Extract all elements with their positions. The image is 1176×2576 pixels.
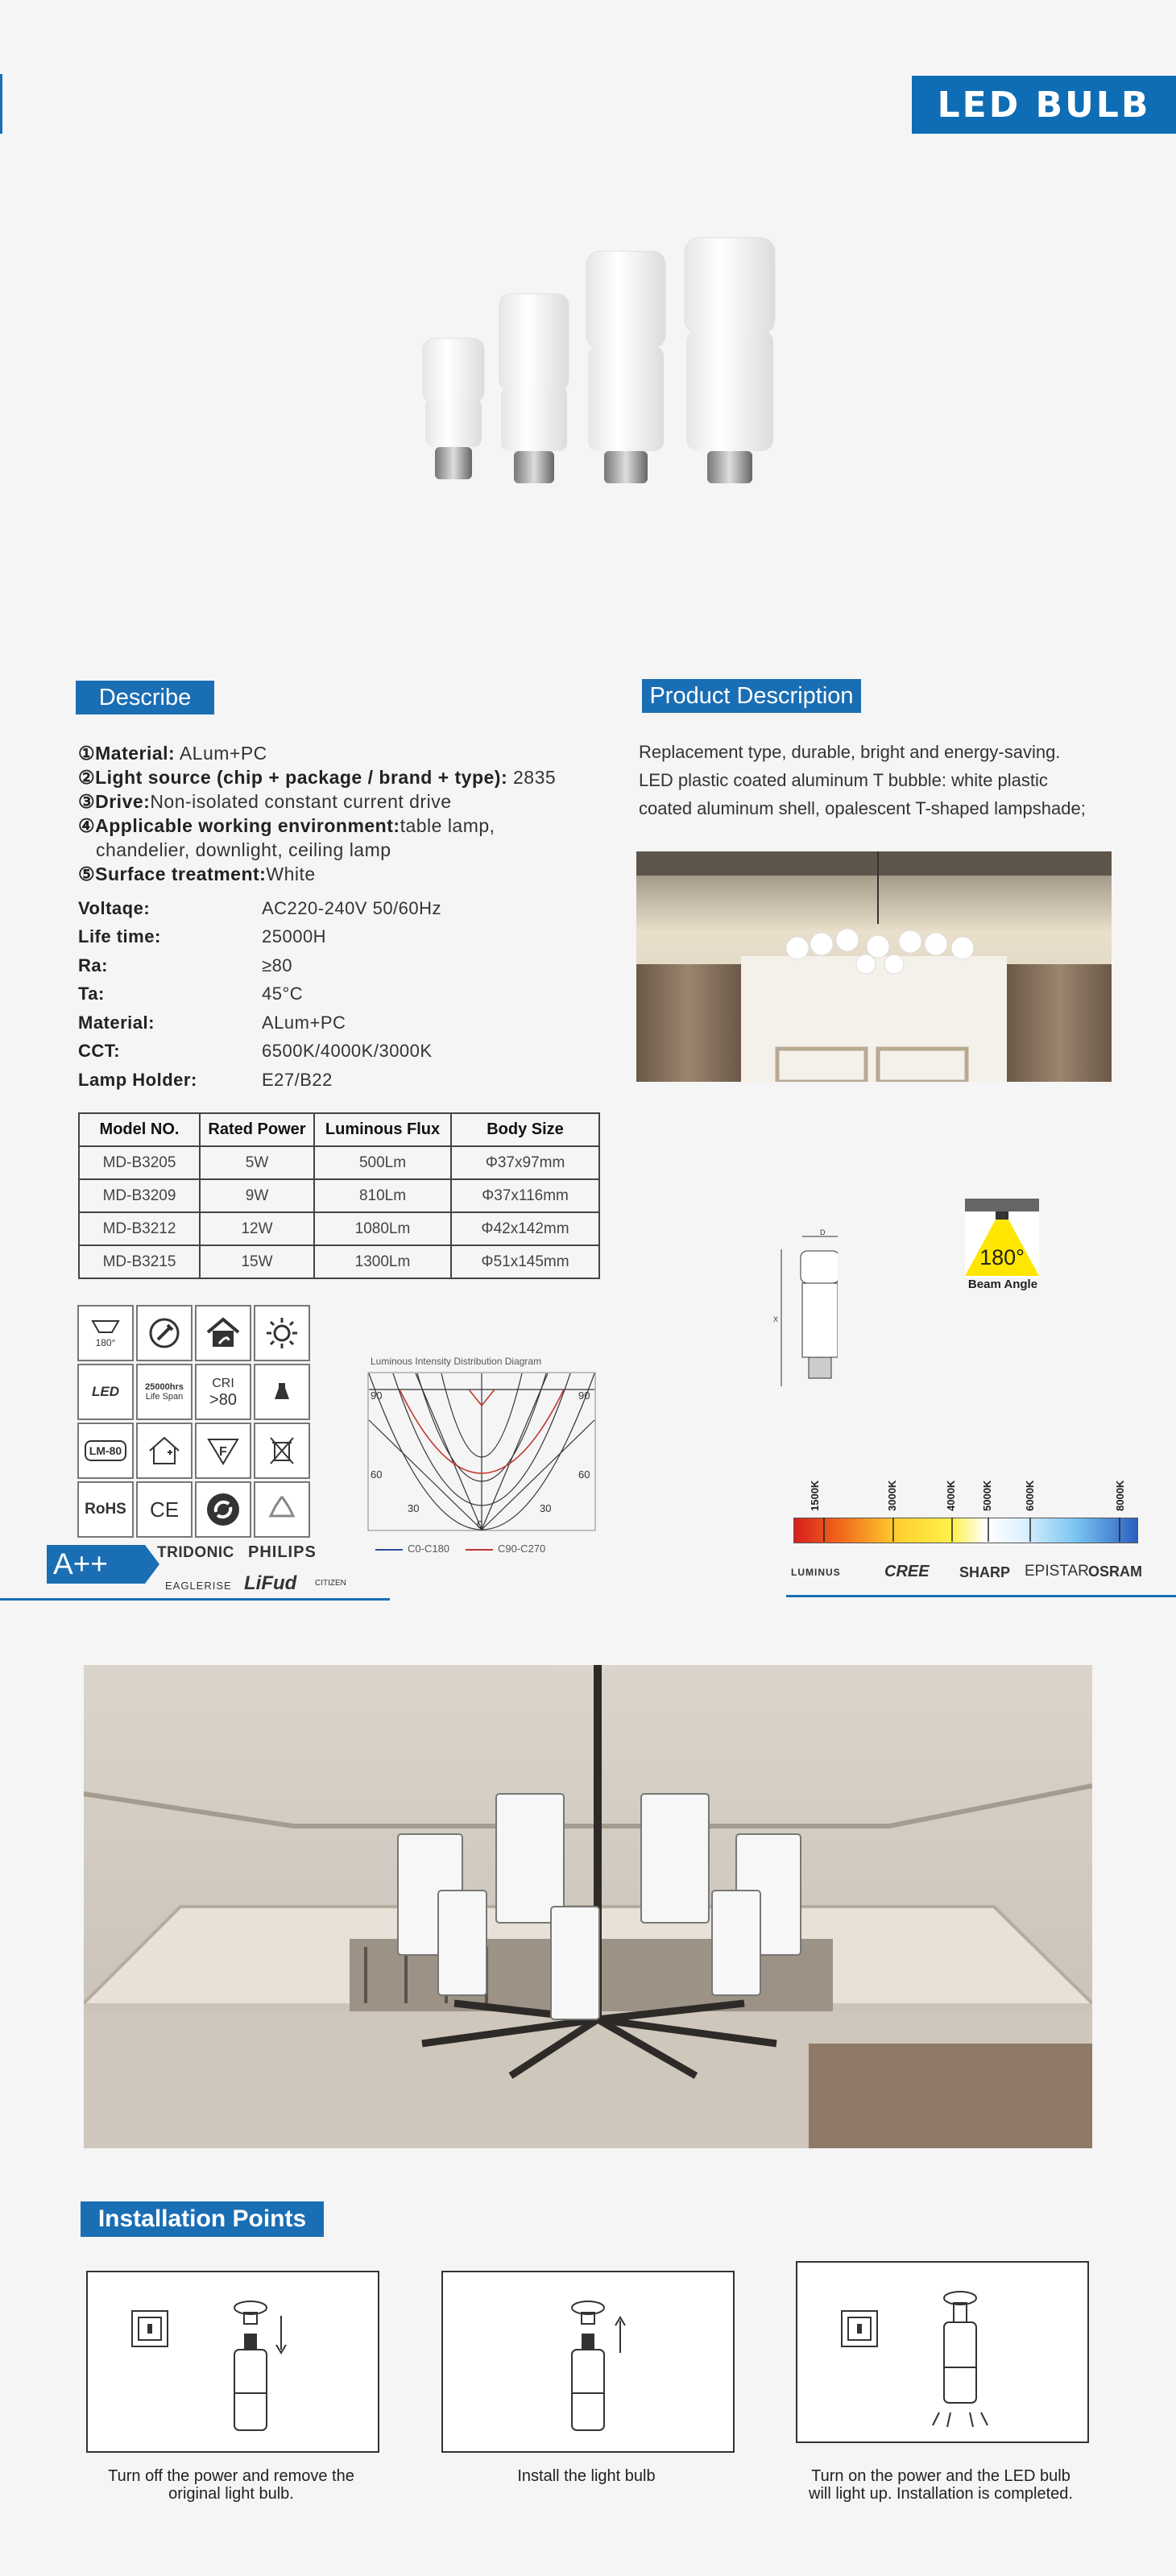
rohs-icon: RoHS bbox=[77, 1481, 134, 1538]
param-lifetime: Life time: 25000H bbox=[78, 926, 327, 946]
bulb-xlarge bbox=[685, 238, 775, 483]
spec-material: ①Material: ALum+PC bbox=[78, 743, 267, 764]
polar-label: 30 bbox=[540, 1502, 552, 1514]
description-line: LED plastic coated aluminum T bubble: white plastic bbox=[639, 770, 1048, 790]
recycle-circle-icon bbox=[195, 1481, 251, 1538]
legend-c90: C90-C270 bbox=[498, 1543, 546, 1555]
param-material: Material: ALum+PC bbox=[78, 1013, 346, 1033]
brand-philips: PHILIPS bbox=[248, 1543, 317, 1561]
table-header: Rated Power bbox=[200, 1113, 314, 1146]
install-step-2-caption: Install the light bulb bbox=[517, 2467, 656, 2485]
table-cell: 15W bbox=[200, 1245, 314, 1278]
legend-c0: C0-C180 bbox=[408, 1543, 450, 1555]
legend-c90-swatch bbox=[466, 1549, 493, 1551]
room-photo-pendant bbox=[84, 1665, 1092, 2148]
polar-label: 90 bbox=[371, 1389, 383, 1402]
brand-tridonic: TRIDONIC bbox=[157, 1544, 234, 1561]
description-line: coated aluminum shell, opalescent T-shaped lampshade; bbox=[639, 798, 1086, 818]
model-table bbox=[78, 1112, 600, 1279]
install-bulb-illustration bbox=[443, 2272, 733, 2451]
spec-light-source: ②Light source (chip + package / brand + type): 2835 bbox=[78, 767, 557, 788]
polar-title: Luminous Intensity Distribution Diagram bbox=[371, 1356, 542, 1367]
plug-icon bbox=[136, 1305, 193, 1361]
table-header: Luminous Flux bbox=[314, 1113, 451, 1146]
table-row bbox=[79, 1212, 599, 1245]
table-row bbox=[79, 1245, 599, 1278]
cct-label: 5000K bbox=[981, 1480, 993, 1511]
table-cell: 5W bbox=[200, 1146, 314, 1179]
table-cell: 9W bbox=[200, 1179, 314, 1212]
legend-c0-swatch bbox=[375, 1549, 403, 1551]
table-header: Body Size bbox=[451, 1113, 599, 1146]
install-step-1-box bbox=[86, 2271, 379, 2453]
dimension-d-label: D bbox=[820, 1228, 826, 1236]
brand-cree: CREE bbox=[884, 1563, 930, 1580]
home-icon bbox=[195, 1305, 251, 1361]
beam-angle-label: Beam Angle bbox=[967, 1278, 1038, 1291]
table-header-row bbox=[79, 1113, 599, 1146]
energy-rating: A++ bbox=[53, 1547, 108, 1580]
cri-icon: CRI >80 bbox=[195, 1364, 251, 1420]
cct-label: 6000K bbox=[1024, 1480, 1036, 1511]
polar-label: 60 bbox=[578, 1468, 590, 1481]
f-mark-icon bbox=[195, 1423, 251, 1479]
param-lamp-holder: Lamp Holder: E27/B22 bbox=[78, 1070, 333, 1090]
param-cct: CCT: 6500K/4000K/3000K bbox=[78, 1041, 433, 1061]
brand-eaglerise: EAGLERISE bbox=[165, 1580, 232, 1592]
spec-drive: ③Drive:Non-isolated constant current drive bbox=[78, 791, 452, 812]
cct-label: 4000K bbox=[945, 1480, 957, 1511]
install-step-1-caption: Turn off the power and remove the original light bulb. bbox=[108, 2467, 354, 2503]
table-cell: 1080Lm bbox=[314, 1212, 451, 1245]
describe-label: Describe bbox=[76, 681, 214, 714]
table-cell: Φ51x145mm bbox=[451, 1245, 599, 1278]
table-cell: 810Lm bbox=[314, 1179, 451, 1212]
brand-luminus: LUMINUS bbox=[791, 1567, 841, 1578]
cct-ticks bbox=[793, 1518, 1137, 1542]
param-voltage: Voltaqe: AC220-240V 50/60Hz bbox=[78, 898, 442, 918]
bulb-large bbox=[586, 251, 665, 483]
product-description-text bbox=[639, 738, 1138, 822]
beam-angle-value: 180° bbox=[979, 1245, 1025, 1269]
table-cell: 1300Lm bbox=[314, 1245, 451, 1278]
lm80-icon: LM-80 bbox=[77, 1423, 134, 1479]
life-span-icon: 25000hrs Life Span bbox=[136, 1364, 193, 1420]
ce-icon: CE bbox=[136, 1481, 193, 1538]
recycle-icon bbox=[254, 1481, 310, 1538]
beam-angle-icon: 180° bbox=[77, 1305, 134, 1361]
cct-label: 8000K bbox=[1114, 1480, 1126, 1511]
page-title-tag: LED BULB bbox=[912, 76, 1176, 134]
cct-label: 1500K bbox=[809, 1480, 821, 1511]
table-header: Model NO. bbox=[79, 1113, 200, 1146]
table-cell: Φ42x142mm bbox=[451, 1212, 599, 1245]
spec-list bbox=[78, 741, 594, 886]
product-description-label: Product Description bbox=[642, 679, 861, 713]
install-step-3-box bbox=[796, 2261, 1089, 2443]
svg-text:F: F bbox=[219, 1445, 227, 1459]
spec-surface: ⑤Surface treatment:White bbox=[78, 863, 316, 884]
spec-environment: ④Applicable working environment:table lamp, bbox=[78, 815, 495, 836]
weee-bin-icon bbox=[254, 1423, 310, 1479]
polar-label: 30 bbox=[408, 1502, 420, 1514]
table-cell: MD-B3212 bbox=[79, 1212, 200, 1245]
installation-points-label: Installation Points bbox=[81, 2201, 324, 2237]
table-row bbox=[79, 1179, 599, 1212]
cct-label: 3000K bbox=[886, 1480, 898, 1511]
table-cell: 500Lm bbox=[314, 1146, 451, 1179]
hero-bulbs-image bbox=[403, 226, 822, 540]
brand-osram: OSRAM bbox=[1088, 1563, 1142, 1580]
table-cell: Φ37x97mm bbox=[451, 1146, 599, 1179]
remove-bulb-illustration bbox=[88, 2272, 378, 2451]
bulb-dimension-drawing bbox=[773, 1228, 838, 1389]
polar-label: 90 bbox=[578, 1389, 590, 1402]
description-line: Replacement type, durable, bright and energy-saving. bbox=[639, 742, 1061, 762]
lamp-icon bbox=[254, 1364, 310, 1420]
dimension-x-label: X bbox=[773, 1315, 779, 1323]
brand-sharp: SHARP bbox=[959, 1564, 1011, 1580]
table-cell: MD-B3205 bbox=[79, 1146, 200, 1179]
indoor-icon bbox=[136, 1423, 193, 1479]
left-accent-bar bbox=[0, 74, 2, 134]
param-ra: Ra: ≥80 bbox=[78, 955, 293, 975]
brand-citizen: CITIZEN bbox=[315, 1579, 346, 1588]
bulb-medium bbox=[499, 294, 569, 483]
table-cell: 12W bbox=[200, 1212, 314, 1245]
param-ta: Ta: 45°C bbox=[78, 984, 304, 1004]
room-photo-chandelier bbox=[636, 851, 1112, 1082]
polar-label: 0 bbox=[477, 1518, 483, 1530]
bulb-small bbox=[423, 338, 484, 479]
polar-label: 60 bbox=[371, 1468, 383, 1481]
led-icon: LED bbox=[77, 1364, 134, 1420]
bulb-lit-illustration bbox=[797, 2263, 1087, 2441]
sun-icon bbox=[254, 1305, 310, 1361]
spec-environment-cont: chandelier, downlight, ceiling lamp bbox=[96, 839, 391, 860]
polar-diagram bbox=[367, 1372, 596, 1531]
table-row bbox=[79, 1146, 599, 1179]
install-step-3-caption: Turn on the power and the LED bulb will light up. Installation is completed. bbox=[809, 2467, 1073, 2503]
table-cell: MD-B3215 bbox=[79, 1245, 200, 1278]
table-cell: Φ37x116mm bbox=[451, 1179, 599, 1212]
install-step-2-box bbox=[441, 2271, 735, 2453]
divider-right bbox=[786, 1595, 1176, 1597]
table-cell: MD-B3209 bbox=[79, 1179, 200, 1212]
divider-left bbox=[0, 1598, 390, 1601]
brand-lifud: LiFud bbox=[244, 1572, 297, 1594]
brand-epistar: EPISTAR bbox=[1025, 1563, 1089, 1580]
